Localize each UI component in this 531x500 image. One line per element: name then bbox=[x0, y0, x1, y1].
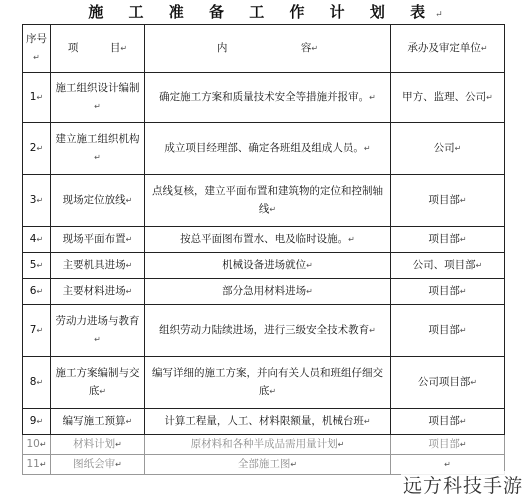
cell-content: 编写详细的施工方案，并向有关人员和班组仔细交底↵ bbox=[145, 357, 391, 409]
cell-content: 全部施工图↵ bbox=[145, 455, 391, 475]
header-content: 内 容↵ bbox=[145, 25, 391, 73]
cell-unit: 项目部↵ bbox=[391, 409, 505, 435]
cell-seq: 2↵ bbox=[23, 123, 51, 175]
header-seq: 序号↵ bbox=[23, 25, 51, 73]
cell-item: 现场定位放线↵ bbox=[51, 175, 145, 227]
cell-unit: 项目部↵ bbox=[391, 279, 505, 305]
table-row bbox=[23, 175, 505, 227]
cell-content: 成立项目经理部、确定各班组及组成人员。↵ bbox=[145, 123, 391, 175]
cell-content: 按总平面图布置水、电及临时设施。↵ bbox=[145, 227, 391, 253]
cell-unit: 甲方、监理、公司↵ bbox=[391, 73, 505, 123]
cell-item: 主要机具进场↵ bbox=[51, 253, 145, 279]
cell-seq: 9↵ bbox=[23, 409, 51, 435]
cell-content: 点线复核，建立平面布置和建筑物的定位和控制轴线↵ bbox=[145, 175, 391, 227]
cell-item: 材料计划↵ bbox=[51, 435, 145, 455]
cell-seq: 3↵ bbox=[23, 175, 51, 227]
schedule-table bbox=[22, 24, 505, 475]
cell-content: 原材料和各种半成品需用量计划↵ bbox=[145, 435, 391, 455]
cell-unit: 公司、项目部↵ bbox=[391, 253, 505, 279]
cell-seq: 11↵ bbox=[23, 455, 51, 475]
cell-unit: 项目部↵ bbox=[391, 305, 505, 357]
cell-item: 图纸会审↵ bbox=[51, 455, 145, 475]
table-body bbox=[23, 25, 505, 475]
cell-seq: 8↵ bbox=[23, 357, 51, 409]
table-row bbox=[23, 123, 505, 175]
cell-unit: ↵ bbox=[391, 455, 505, 475]
cell-seq: 6↵ bbox=[23, 279, 51, 305]
cell-content: 计算工程量，人工、材料限额量，机械台班↵ bbox=[145, 409, 391, 435]
table-header-row bbox=[23, 25, 505, 73]
cell-seq: 5↵ bbox=[23, 253, 51, 279]
watermark: 远方科技手游 bbox=[401, 471, 525, 498]
cell-seq: 4↵ bbox=[23, 227, 51, 253]
table-row bbox=[23, 305, 505, 357]
header-unit: 承办及审定单位↵ bbox=[391, 25, 505, 73]
page-title: 施 工 准 备 工 作 计 划 表↵ bbox=[88, 3, 443, 21]
table-row bbox=[23, 357, 505, 409]
cell-seq: 7↵ bbox=[23, 305, 51, 357]
cell-item: 劳动力进场与教育↵ bbox=[51, 305, 145, 357]
table-row bbox=[23, 253, 505, 279]
table-row bbox=[23, 435, 505, 455]
cell-unit: 项目部↵ bbox=[391, 175, 505, 227]
header-item: 项 目↵ bbox=[51, 25, 145, 73]
table-row bbox=[23, 73, 505, 123]
table-row bbox=[23, 409, 505, 435]
cell-seq: 10↵ bbox=[23, 435, 51, 455]
table-row bbox=[23, 279, 505, 305]
cell-content: 部分急用材料进场↵ bbox=[145, 279, 391, 305]
cell-item: 主要材料进场↵ bbox=[51, 279, 145, 305]
cell-item: 编写施工预算↵ bbox=[51, 409, 145, 435]
cell-unit: 公司项目部↵ bbox=[391, 357, 505, 409]
cell-unit: 项目部↵ bbox=[391, 227, 505, 253]
cell-item: 施工方案编制与交底↵ bbox=[51, 357, 145, 409]
cell-item: 建立施工组织机构↵ bbox=[51, 123, 145, 175]
cell-item: 施工组织设计编制↵ bbox=[51, 73, 145, 123]
cell-unit: 项目部↵ bbox=[391, 435, 505, 455]
cell-content: 组织劳动力陆续进场，进行三级安全技术教育↵ bbox=[145, 305, 391, 357]
cell-seq: 1↵ bbox=[23, 73, 51, 123]
table-row bbox=[23, 227, 505, 253]
cell-unit: 公司↵ bbox=[391, 123, 505, 175]
cell-content: 机械设备进场就位↵ bbox=[145, 253, 391, 279]
cell-content: 确定施工方案和质量技术安全等措施并报审。↵ bbox=[145, 73, 391, 123]
cell-item: 现场平面布置↵ bbox=[51, 227, 145, 253]
